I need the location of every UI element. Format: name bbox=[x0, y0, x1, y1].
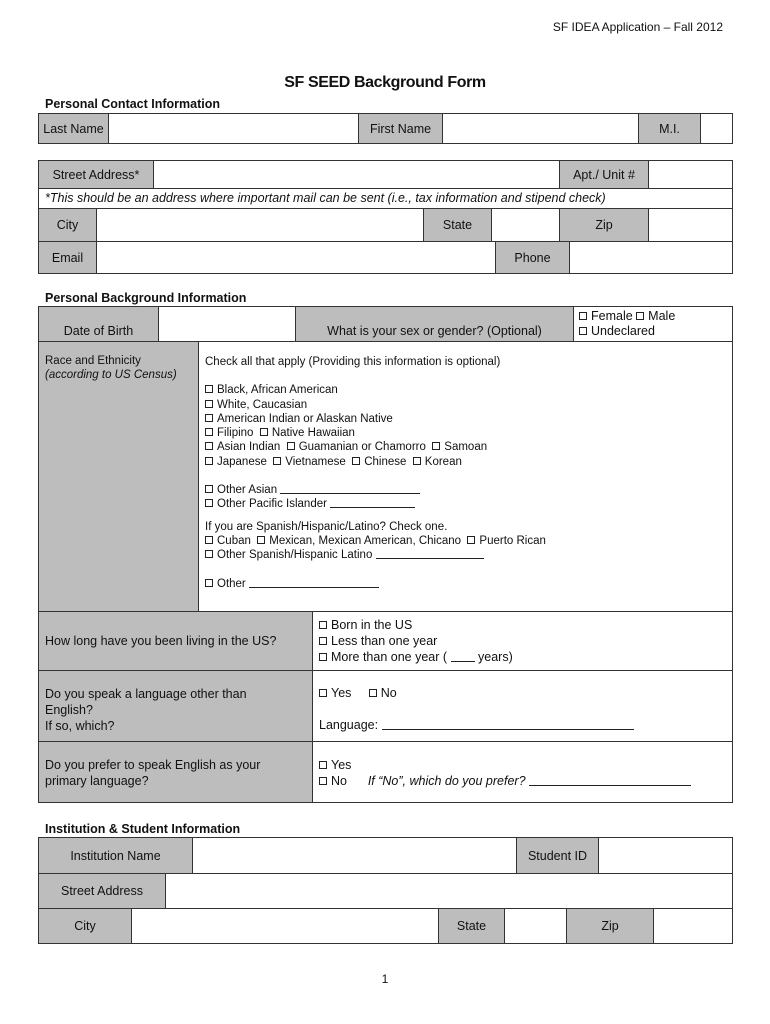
asian-indian-label: Asian Indian bbox=[217, 441, 281, 454]
apt-label: Apt./ Unit # bbox=[560, 161, 649, 188]
background-block bbox=[38, 306, 733, 803]
other-pi-checkbox[interactable] bbox=[205, 499, 213, 507]
form-title: SF SEED Background Form bbox=[284, 74, 486, 91]
race-label: Race and Ethnicity bbox=[45, 355, 141, 367]
phone-label: Phone bbox=[496, 242, 570, 273]
language-question-line1: Do you speak a language other than bbox=[45, 687, 247, 701]
header-text: SF IDEA Application – Fall 2012 bbox=[552, 20, 723, 34]
language-question-line3: If so, which? bbox=[45, 719, 115, 733]
apt-field[interactable] bbox=[649, 161, 732, 188]
mi-label: M.I. bbox=[639, 114, 701, 143]
american-indian-label: American Indian or Alaskan Native bbox=[217, 412, 393, 425]
name-row bbox=[38, 113, 733, 144]
other-hispanic-checkbox[interactable] bbox=[205, 550, 213, 558]
language-blank[interactable] bbox=[382, 729, 634, 730]
prefer-english-options bbox=[319, 757, 729, 789]
first-name-field[interactable] bbox=[443, 114, 639, 143]
section-heading-contact: Personal Contact Information bbox=[45, 97, 221, 111]
inst-street-label: Street Address bbox=[39, 874, 166, 908]
mi-field[interactable] bbox=[701, 114, 732, 143]
years-label: years) bbox=[478, 650, 513, 664]
japanese-label: Japanese bbox=[217, 455, 267, 468]
section-heading-institution: Institution & Student Information bbox=[45, 822, 241, 836]
institution-block bbox=[38, 837, 733, 944]
institution-name-label: Institution Name bbox=[39, 838, 193, 873]
korean-checkbox[interactable] bbox=[413, 457, 421, 465]
pref-if-label: If “No”, which do you prefer? bbox=[367, 774, 526, 788]
prefer-english-line2: primary language? bbox=[45, 774, 149, 788]
zip-label: Zip bbox=[560, 209, 649, 241]
more-one-year-checkbox[interactable] bbox=[319, 653, 327, 661]
prefer-english-line1: Do you prefer to speak English as your bbox=[45, 758, 261, 772]
chinese-checkbox[interactable] bbox=[352, 457, 360, 465]
vietnamese-checkbox[interactable] bbox=[273, 457, 281, 465]
hispanic-question: If you are Spanish/Hispanic/Latino? Check one. bbox=[205, 520, 448, 533]
last-name-label: Last Name bbox=[39, 114, 109, 143]
lang-yes-checkbox[interactable] bbox=[319, 689, 327, 697]
prefer-english-question bbox=[39, 742, 313, 802]
hawaiian-label: Native Hawaiian bbox=[271, 427, 355, 440]
pref-yes-label: Yes bbox=[331, 758, 352, 772]
mexican-label: Mexican, Mexican American, Chicano bbox=[269, 534, 462, 547]
gender-question: What is your sex or gender? (Optional) bbox=[296, 307, 574, 341]
guamanian-checkbox[interactable] bbox=[287, 442, 295, 450]
inst-zip-field[interactable] bbox=[654, 909, 732, 943]
page-number: 1 bbox=[381, 972, 389, 986]
american-indian-checkbox[interactable] bbox=[205, 414, 213, 422]
lang-no-label: No bbox=[380, 686, 397, 700]
japanese-checkbox[interactable] bbox=[205, 457, 213, 465]
lang-yes-label: Yes bbox=[331, 686, 352, 700]
puerto-rican-checkbox[interactable] bbox=[467, 536, 475, 544]
asian-indian-checkbox[interactable] bbox=[205, 442, 213, 450]
other-asian-label: Other Asian bbox=[217, 484, 278, 497]
lang-no-checkbox[interactable] bbox=[369, 689, 377, 697]
pref-yes-checkbox[interactable] bbox=[319, 761, 327, 769]
puerto-rican-label: Puerto Rican bbox=[479, 534, 546, 547]
living-options bbox=[319, 617, 513, 665]
dob-field[interactable] bbox=[159, 307, 296, 341]
other-hispanic-label: Other Spanish/Hispanic Latino bbox=[217, 549, 373, 562]
mexican-checkbox[interactable] bbox=[257, 536, 265, 544]
other-race-blank[interactable] bbox=[249, 587, 379, 588]
inst-zip-label: Zip bbox=[567, 909, 654, 943]
female-checkbox[interactable] bbox=[579, 312, 587, 320]
phone-field[interactable] bbox=[570, 242, 732, 273]
undeclared-checkbox[interactable] bbox=[579, 327, 587, 335]
filipino-label: Filipino bbox=[217, 427, 254, 440]
other-asian-checkbox[interactable] bbox=[205, 485, 213, 493]
filipino-checkbox[interactable] bbox=[205, 428, 213, 436]
male-label: Male bbox=[648, 309, 676, 323]
more-one-year-label: More than one year ( bbox=[331, 650, 448, 664]
gender-options bbox=[574, 307, 732, 341]
state-field[interactable] bbox=[492, 209, 560, 241]
dob-label: Date of Birth bbox=[39, 307, 159, 341]
institution-name-field[interactable] bbox=[193, 838, 517, 873]
korean-label: Korean bbox=[424, 455, 462, 468]
city-label: City bbox=[39, 209, 97, 241]
pref-no-checkbox[interactable] bbox=[319, 777, 327, 785]
zip-field[interactable] bbox=[649, 209, 732, 241]
living-question: How long have you been living in the US? bbox=[39, 612, 313, 670]
black-checkbox[interactable] bbox=[205, 385, 213, 393]
address-note: *This should be an address where important mail can be sent (i.e., tax information and stipend check) bbox=[39, 189, 732, 209]
pref-no-label: No bbox=[331, 774, 347, 788]
cuban-label: Cuban bbox=[217, 534, 251, 547]
female-label: Female bbox=[591, 309, 633, 323]
language-input-row bbox=[319, 718, 634, 732]
black-label: Black, African American bbox=[217, 384, 338, 397]
samoan-label: Samoan bbox=[444, 441, 488, 454]
other-asian-blank[interactable] bbox=[280, 493, 420, 494]
language-yesno bbox=[319, 686, 397, 700]
student-id-field[interactable] bbox=[599, 838, 732, 873]
pref-language-blank[interactable] bbox=[529, 785, 691, 786]
inst-street-field[interactable] bbox=[166, 874, 732, 908]
inst-city-label: City bbox=[39, 909, 132, 943]
born-us-label: Born in the US bbox=[331, 618, 413, 632]
race-label-cell bbox=[39, 342, 199, 611]
less-one-year-checkbox[interactable] bbox=[319, 637, 327, 645]
born-us-checkbox[interactable] bbox=[319, 621, 327, 629]
language-label: Language: bbox=[319, 718, 379, 732]
inst-state-label: State bbox=[439, 909, 505, 943]
guamanian-label: Guamanian or Chamorro bbox=[298, 441, 426, 454]
chinese-label: Chinese bbox=[364, 455, 407, 468]
address-block bbox=[38, 160, 733, 274]
first-name-label-cell: First Name bbox=[359, 114, 443, 143]
white-label: White, Caucasian bbox=[217, 398, 308, 411]
samoan-checkbox[interactable] bbox=[432, 442, 440, 450]
years-blank[interactable] bbox=[451, 661, 475, 662]
language-question-line2: English? bbox=[45, 703, 93, 717]
street-field[interactable] bbox=[154, 161, 560, 188]
last-name-field[interactable] bbox=[109, 114, 359, 143]
other-race-checkbox[interactable] bbox=[205, 579, 213, 587]
student-id-label: Student ID bbox=[517, 838, 599, 873]
inst-city-field[interactable] bbox=[132, 909, 439, 943]
vietnamese-label: Vietnamese bbox=[285, 455, 346, 468]
male-checkbox[interactable] bbox=[636, 312, 644, 320]
other-hispanic-blank[interactable] bbox=[376, 558, 484, 559]
state-label: State bbox=[424, 209, 492, 241]
city-field[interactable] bbox=[97, 209, 424, 241]
street-label: Street Address* bbox=[39, 161, 154, 188]
section-heading-background: Personal Background Information bbox=[45, 291, 247, 305]
other-pi-blank[interactable] bbox=[330, 507, 415, 508]
race-sublabel: (according to US Census) bbox=[45, 369, 177, 381]
email-label: Email bbox=[39, 242, 97, 273]
race-instructions: Check all that apply (Providing this information is optional) bbox=[205, 356, 501, 368]
language-question bbox=[39, 671, 313, 741]
race-options bbox=[205, 355, 725, 591]
white-checkbox[interactable] bbox=[205, 400, 213, 408]
less-one-year-label: Less than one year bbox=[331, 634, 438, 648]
cuban-checkbox[interactable] bbox=[205, 536, 213, 544]
email-field[interactable] bbox=[97, 242, 496, 273]
undeclared-label: Undeclared bbox=[591, 324, 655, 338]
inst-state-field[interactable] bbox=[505, 909, 567, 943]
hawaiian-checkbox[interactable] bbox=[260, 428, 268, 436]
other-race-label: Other bbox=[217, 577, 246, 590]
other-pi-label: Other Pacific Islander bbox=[217, 498, 327, 511]
